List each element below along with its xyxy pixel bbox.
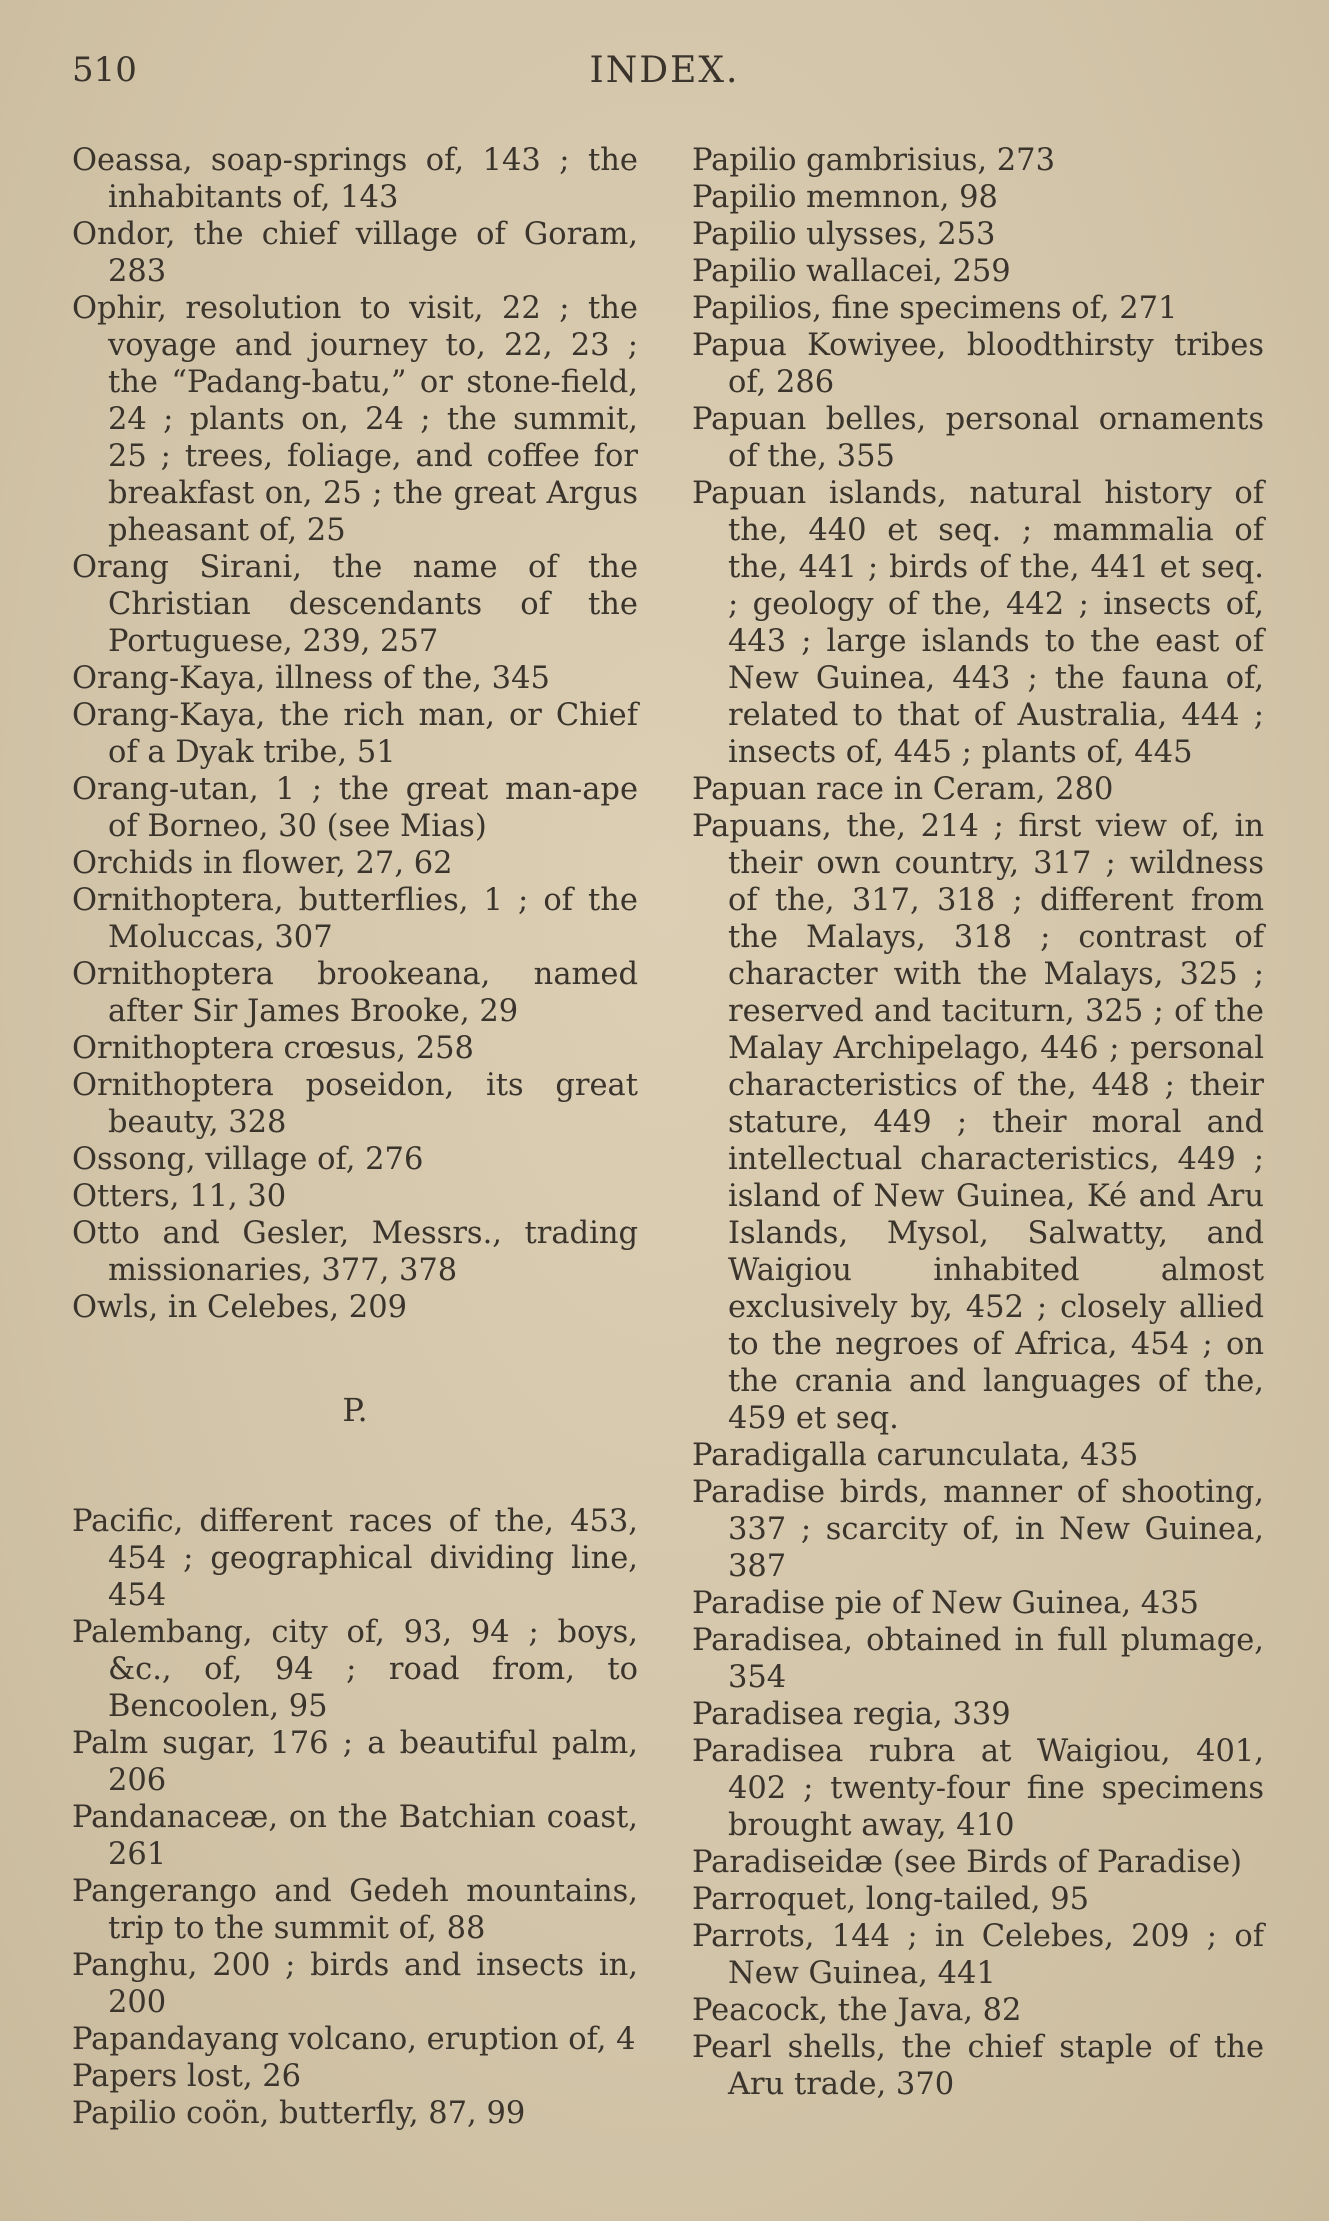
index-entry: Palm sugar, 176 ; a beautiful palm, 206: [72, 1726, 638, 1798]
index-entry: Papuans, the, 214 ; first view of, in their own country, 317 ; wildness of the, 317, 318 ; different from the Malays, 318 ; contrast of character with the Malays, 325 ; reserved and taciturn, 325 ; of the Malay Archipelago, 446 ; personal characteristics of the, 448 ; their stature, 449 ; their moral and intellectual characteristics, 449 ; island of New Guinea, Ké and Aru Islands, Mysol, Salwatty, and Waigiou inhabited almost exclusively by, 452 ; closely allied to the negroes of Africa, 454 ; on the crania and languages of the, 459 et seq.: [692, 809, 1264, 1436]
index-entry: Papilio memnon, 98: [692, 180, 998, 215]
index-entry: Palembang, city of, 93, 94 ; boys, &c., of, 94 ; road from, to Bencoolen, 95: [72, 1615, 638, 1724]
index-entry: Orchids in flower, 27, 62: [72, 846, 453, 881]
running-head: INDEX.: [589, 50, 740, 91]
index-entry: Papuan belles, personal ornaments of the, 355: [692, 402, 1264, 474]
right-entries: [692, 142, 1264, 2103]
index-entry: Parrots, 144 ; in Celebes, 209 ; of New Guinea, 441: [692, 1919, 1264, 1991]
index-entry: Papuan race in Ceram, 280: [692, 772, 1114, 807]
index-entry: Owls, in Celebes, 209: [72, 1290, 408, 1325]
index-entry: Parroquet, long-tailed, 95: [692, 1882, 1090, 1917]
index-entry: Panghu, 200 ; birds and insects in, 200: [72, 1948, 638, 2020]
index-entry: Ossong, village of, 276: [72, 1142, 424, 1177]
index-entry: Orang-utan, 1 ; the great man-ape of Borneo, 30 (see Mias): [72, 772, 638, 844]
index-entry: Ornithoptera poseidon, its great beauty, 328: [72, 1068, 638, 1140]
index-entry: Orang-Kaya, illness of the, 345: [72, 661, 550, 696]
index-entry: Papers lost, 26: [72, 2059, 302, 2094]
page-number: 510: [72, 50, 137, 90]
index-entry: Otto and Gesler, Messrs., trading missionaries, 377, 378: [72, 1216, 638, 1288]
index-entry: Ophir, resolution to visit, 22 ; the voyage and journey to, 22, 23 ; the “Padang-batu,” or stone-field, 24 ; plants on, 24 ; the summit, 25 ; trees, foliage, and coffee for breakfast on, 25 ; the great Argus pheasant of, 25: [72, 291, 638, 548]
index-entry: Paradise pie of New Guinea, 435: [692, 1586, 1199, 1621]
index-entry: Paradisea rubra at Waigiou, 401, 402 ; twenty-four fine specimens brought away, 410: [692, 1734, 1264, 1843]
index-entry: Pandanaceæ, on the Batchian coast, 261: [72, 1800, 638, 1872]
right-column: [692, 142, 1264, 2103]
index-entry: Papilio wallacei, 259: [692, 254, 1011, 289]
index-entry: Orang-Kaya, the rich man, or Chief of a Dyak tribe, 51: [72, 698, 638, 770]
index-entry: Otters, 11, 30: [72, 1179, 287, 1214]
left-column: [72, 142, 638, 2132]
index-entry: Papilio ulysses, 253: [692, 217, 996, 252]
index-entry: Paradisea, obtained in full plumage, 354: [692, 1623, 1264, 1695]
index-entry: Papilios, fine specimens of, 271: [692, 291, 1178, 326]
index-entry: Ondor, the chief village of Goram, 283: [72, 217, 638, 289]
index-entry: Ornithoptera brookeana, named after Sir James Brooke, 29: [72, 957, 638, 1029]
index-entry: Orang Sirani, the name of the Christian descendants of the Portuguese, 239, 257: [72, 550, 638, 659]
index-entry: Pacific, different races of the, 453, 454 ; geographical dividing line, 454: [72, 1504, 638, 1613]
section-letter: P.: [342, 1391, 368, 1429]
index-entry: Papuan islands, natural history of the, 440 et seq. ; mammalia of the, 441 ; birds of the, 441 et seq. ; geology of the, 442 ; insects of, 443 ; large islands to the east of New Guinea, 443 ; the fauna of, related to that of Australia, 444 ; insects of, 445 ; plants of, 445: [692, 476, 1264, 770]
index-entry: Paradise birds, manner of shooting, 337 ; scarcity of, in New Guinea, 387: [692, 1475, 1264, 1584]
page-header: [0, 50, 1329, 100]
index-entry: Papandayang volcano, eruption of, 4: [72, 2022, 636, 2057]
index-entry: Papua Kowiyee, bloodthirsty tribes of, 286: [692, 328, 1264, 400]
index-entry: Ornithoptera, butterflies, 1 ; of the Moluccas, 307: [72, 883, 638, 955]
index-entry: Pearl shells, the chief staple of the Aru trade, 370: [692, 2030, 1264, 2102]
index-entry: Peacock, the Java, 82: [692, 1993, 1022, 2028]
index-entry: Oeassa, soap-springs of, 143 ; the inhabitants of, 143: [72, 143, 638, 215]
index-entry: Paradiseidæ (see Birds of Paradise): [692, 1845, 1243, 1880]
index-entry: Pangerango and Gedeh mountains, trip to the summit of, 88: [72, 1874, 638, 1946]
index-entry: Ornithoptera crœsus, 258: [72, 1031, 474, 1066]
index-entry: Papilio coön, butterfly, 87, 99: [72, 2096, 526, 2131]
index-entry: Papilio gambrisius, 273: [692, 143, 1055, 178]
index-entry: Paradigalla carunculata, 435: [692, 1438, 1139, 1473]
left-entries-o: [72, 142, 638, 1326]
left-entries-p: [72, 1503, 638, 2132]
index-entry: Paradisea regia, 339: [692, 1697, 1011, 1732]
